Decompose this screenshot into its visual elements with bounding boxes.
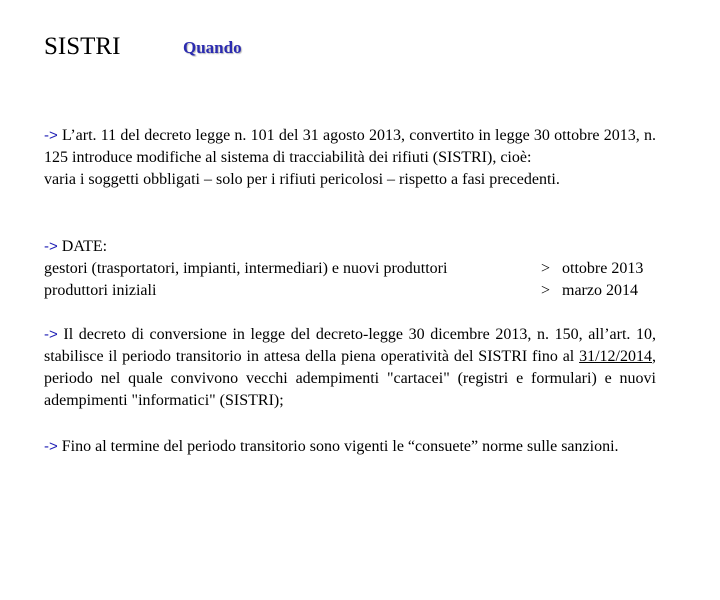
dates-row-arrow: > [541,282,551,299]
sanctions-paragraph [44,436,656,458]
dates-row-date: marzo 2014 [562,282,638,299]
dates-heading: DATE: [61,238,108,255]
dates-row-label: gestori (trasportatori, impianti, intermediari) e nuovi produttori [44,260,448,277]
dates-row-managers [44,258,656,280]
dates-row-date: ottobre 2013 [562,260,644,277]
transitional-paragraph [44,324,656,412]
arrow-bullet: -> [44,326,58,343]
dates-row-arrow: > [541,260,551,277]
sanctions-text: Fino al termine del periodo transitorio sono vigenti le “consuete” norme sulle sanzioni. [61,438,619,455]
dates-row-initial-producers [44,280,656,302]
transitional-text-before: Il decreto di conversione in legge del decreto-legge 30 dicembre 2013, n. 150, all’art. 10, stabilisce il periodo transitorio in attesa della piena operatività del SISTRI fino al [44,326,657,365]
page-subtitle: Quando [183,38,242,57]
obligated-subjects-text: varia i soggetti obbligati – solo per i rifiuti pericolosi – rispetto a fasi precedenti. [44,171,560,188]
arrow-bullet: -> [44,238,58,255]
transitional-text-after: , periodo nel quale convivono vecchi adempimenti "cartacei" (registri e formulari) e nuovi adempimenti "informatici" (SISTRI); [44,348,656,409]
arrow-bullet: -> [44,438,58,455]
dates-heading-line [44,236,656,258]
section-dates [44,236,656,302]
dates-row-label: produttori iniziali [44,282,157,299]
section-sanctions [44,436,656,458]
section-amendments-paragraph [44,125,656,169]
transitional-end-date: 31/12/2014 [579,348,652,365]
section-amendments [44,125,656,191]
page-title: SISTRI [44,33,121,60]
amendments-text: L’art. 11 del decreto legge n. 101 del 31 agosto 2013, convertito in legge 30 ottobre 2013, n. 125 introduce modifiche al sistema di tracciabilità dei rifiuti (SISTRI), cioè: [44,127,656,166]
section-transitional-period [44,324,656,412]
arrow-bullet: -> [44,127,58,144]
